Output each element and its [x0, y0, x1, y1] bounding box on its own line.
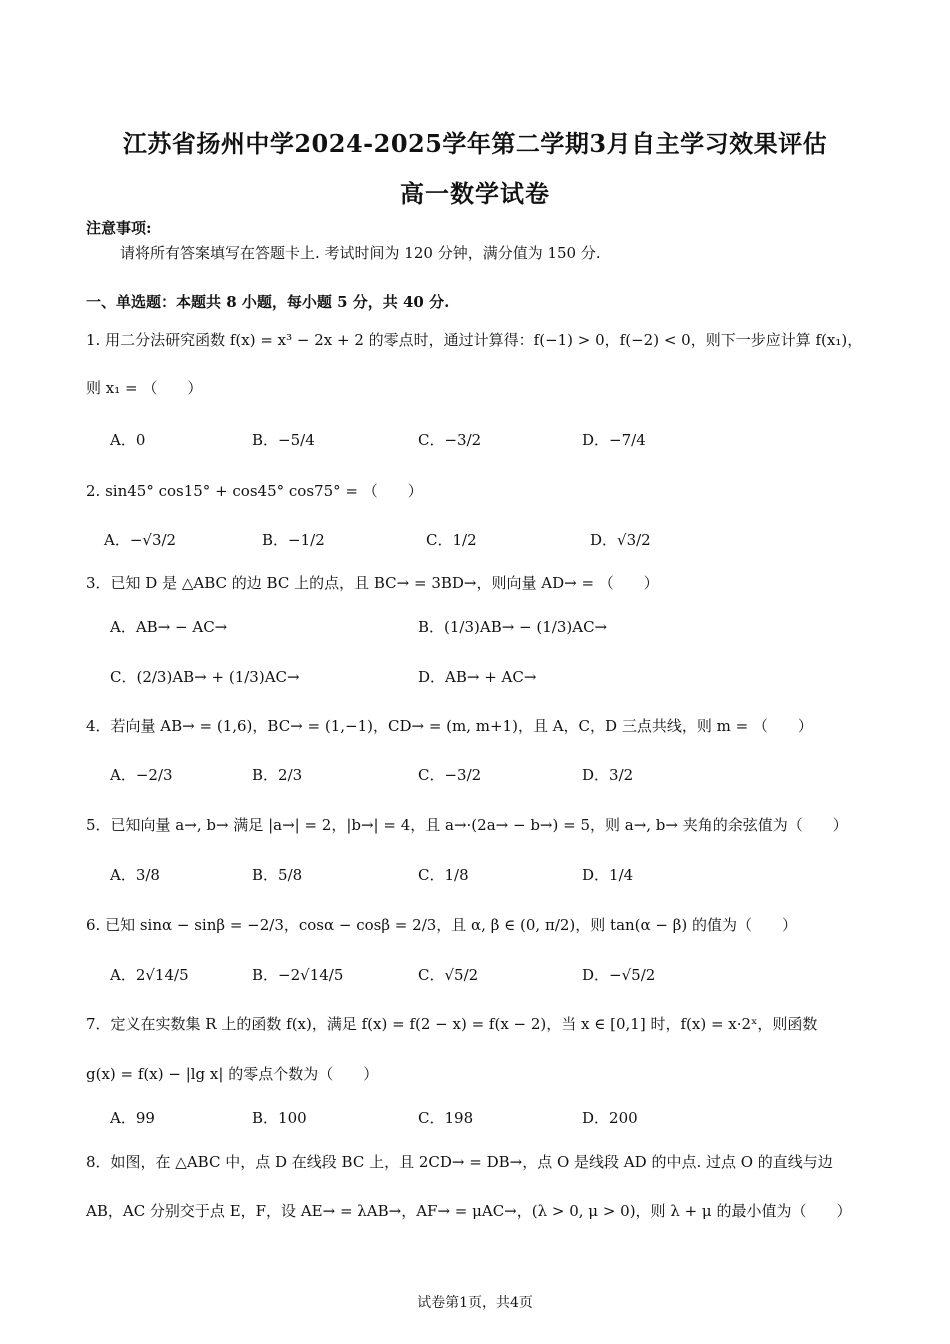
- question-2-stem: 2. sin45° cos15° + cos45° cos75° = （ ）: [86, 482, 423, 500]
- question-1-option-a: A．0: [110, 431, 146, 449]
- question-3-stem: 3．已知 D 是 △ABC 的边 BC 上的点，且 BC→ = 3BD→，则向量 AD→ = （ ）: [86, 574, 659, 592]
- question-5-stem: 5．已知向量 a→, b→ 满足 |a→| = 2，|b→| = 4，且 a→·(2a→ − b→) = 5，则 a→, b→ 夹角的余弦值为（ ）: [86, 816, 848, 834]
- question-4-stem: 4．若向量 AB→ = (1,6)，BC→ = (1,−1)，CD→ = (m, m+1)，且 A，C，D 三点共线，则 m = （ ）: [86, 717, 813, 735]
- notice-text: 请将所有答案填写在答题卡上. 考试时间为 120 分钟，满分值为 150 分.: [120, 244, 601, 262]
- question-1-option-c: C．−3/2: [418, 431, 482, 449]
- question-3-option-d: D．AB→ + AC→: [418, 668, 537, 686]
- question-5-option-c: C．1/8: [418, 866, 469, 884]
- question-2-option-c: C．1/2: [426, 531, 477, 549]
- question-8-stem: 8．如图，在 △ABC 中，点 D 在线段 BC 上，且 2CD→ = DB→，点 O 是线段 AD 的中点. 过点 O 的直线与边: [86, 1153, 833, 1171]
- question-1-stem-2: 则 x₁ = （ ）: [86, 379, 203, 397]
- question-7-option-d: D．200: [582, 1109, 638, 1127]
- question-6-option-b: B．−2√14/5: [252, 966, 344, 984]
- question-7-option-c: C．198: [418, 1109, 474, 1127]
- question-5-option-d: D．1/4: [582, 866, 634, 884]
- question-2-option-d: D．√3/2: [590, 531, 651, 549]
- question-2-option-a: A．−√3/2: [104, 531, 177, 549]
- question-4-option-a: A．−2/3: [110, 766, 173, 784]
- question-6-option-a: A．2√14/5: [110, 966, 189, 984]
- question-3-option-a: A．AB→ − AC→: [110, 618, 228, 636]
- question-6-stem: 6. 已知 sinα − sinβ = −2/3，cosα − cosβ = 2/3，且 α, β ∈ (0, π/2)，则 tan(α − β) 的值为（ ）: [86, 916, 798, 934]
- question-1-option-b: B．−5/4: [252, 431, 315, 449]
- question-2-option-b: B．−1/2: [262, 531, 325, 549]
- section-heading: 一、单选题：本题共 8 小题，每小题 5 分，共 40 分.: [86, 293, 450, 311]
- exam-subtitle: 高一数学试卷: [400, 179, 550, 208]
- question-1-stem: 1. 用二分法研究函数 f(x) = x³ − 2x + 2 的零点时，通过计算得：f(−1) > 0，f(−2) < 0，则下一步应计算 f(x₁)，: [86, 331, 863, 349]
- question-4-option-b: B．2/3: [252, 766, 303, 784]
- question-4-option-d: D．3/2: [582, 766, 634, 784]
- question-4-option-c: C．−3/2: [418, 766, 482, 784]
- question-7-stem-2: g(x) = f(x) − |lg x| 的零点个数为（ ）: [86, 1065, 379, 1083]
- question-6-option-d: D．−√5/2: [582, 966, 656, 984]
- question-3-option-c: C．(2/3)AB→ + (1/3)AC→: [110, 668, 300, 686]
- question-7-option-a: A．99: [110, 1109, 155, 1127]
- question-1-option-d: D．−7/4: [582, 431, 646, 449]
- question-3-option-b: B．(1/3)AB→ − (1/3)AC→: [418, 618, 608, 636]
- page-footer: 试卷第1页，共4页: [417, 1295, 533, 1311]
- question-6-option-c: C．√5/2: [418, 966, 479, 984]
- question-8-stem-2: AB，AC 分别交于点 E，F，设 AE→ = λAB→，AF→ = μAC→，(λ > 0, μ > 0)，则 λ + μ 的最小值为（ ）: [86, 1202, 852, 1220]
- notice-heading: 注意事项:: [86, 219, 152, 237]
- question-7-option-b: B．100: [252, 1109, 307, 1127]
- exam-title: 江苏省扬州中学2024-2025学年第二学期3月自主学习效果评估: [122, 129, 828, 158]
- question-7-stem: 7．定义在实数集 R 上的函数 f(x)，满足 f(x) = f(2 − x) = f(x − 2)，当 x ∈ [0,1] 时，f(x) = x·2ˣ，则函数: [86, 1015, 818, 1033]
- question-5-option-b: B．5/8: [252, 866, 303, 884]
- question-5-option-a: A．3/8: [110, 866, 160, 884]
